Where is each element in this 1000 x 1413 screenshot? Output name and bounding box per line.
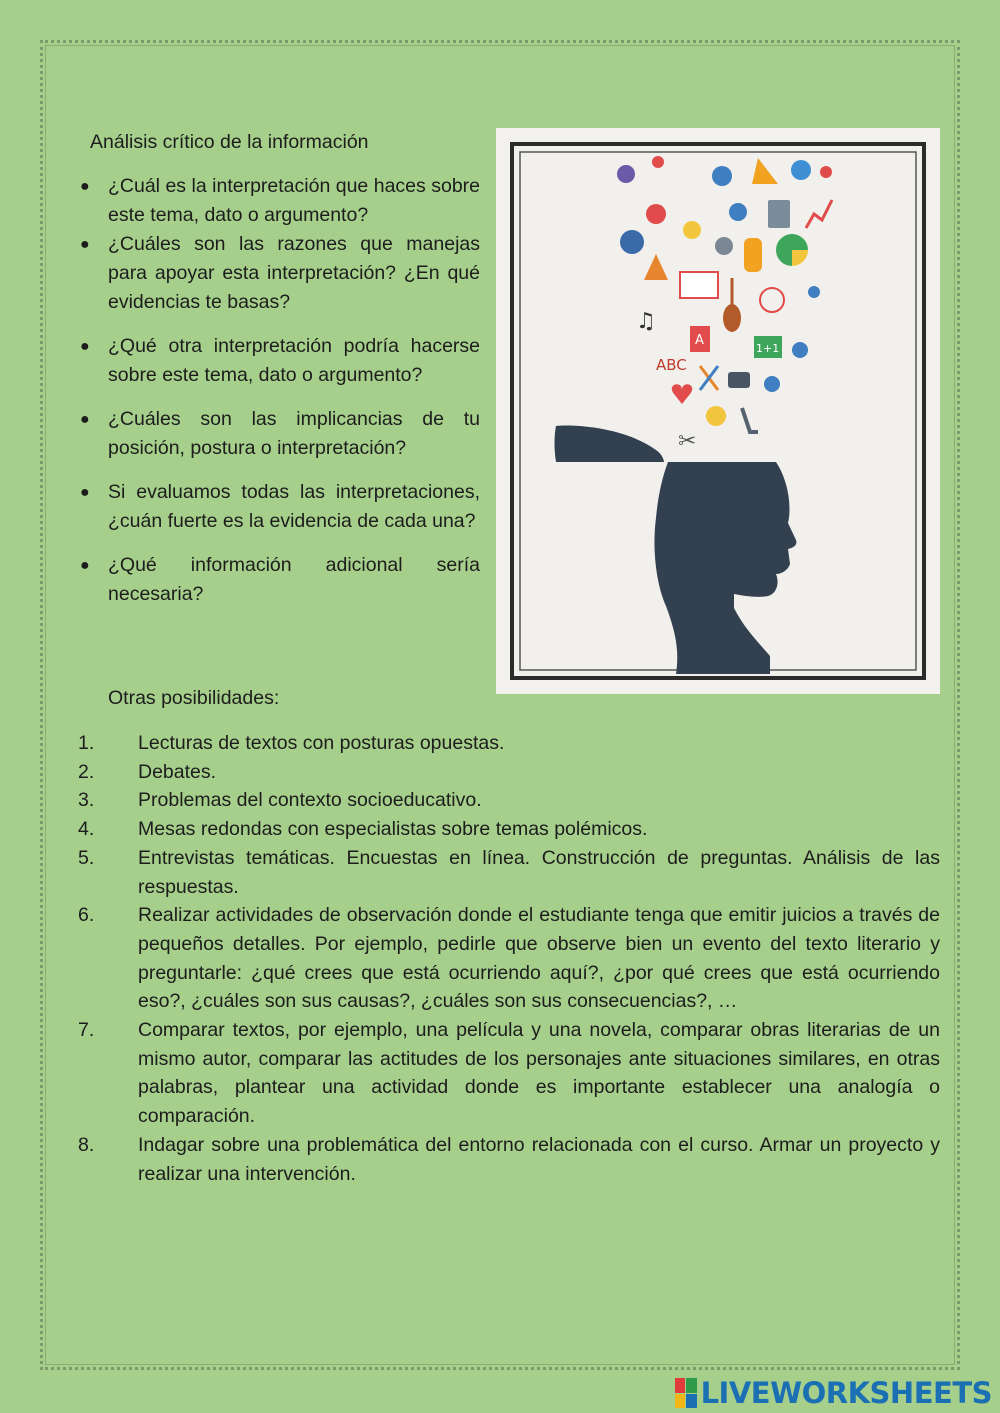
calculator-icon — [768, 200, 790, 228]
bubble-icon — [764, 376, 780, 392]
question-item: ● ¿Cuáles son las implicancias de tu posición, postura o interpretación? — [78, 405, 480, 463]
question-item: ● ¿Cuáles son las razones que manejas para apoyar esta interpretación? ¿En qué evidencias te basas? — [78, 230, 480, 317]
dot-icon-2 — [808, 286, 820, 298]
possibility-item: 6. Realizar actividades de observación donde el estudiante tenga que emitir juicios a través de pequeños detalles. Por ejemplo, pedirle que observe bien un evento del texto literario y preguntarle: ¿qué crees que está ocurriendo aquí?, ¿por qué crees que está ocurriendo eso?, ¿cuáles son sus causas?, ¿cuáles son sus consecuencias?, … — [78, 901, 940, 1016]
camera-icon — [728, 372, 750, 388]
possibility-item: 1. Lecturas de textos con posturas opuestas. — [78, 729, 940, 758]
flask-icon — [617, 165, 635, 183]
book-icon — [680, 272, 718, 298]
possibilities-list — [78, 729, 940, 1188]
possibility-item: 5. Entrevistas temáticas. Encuestas en línea. Construcción de preguntas. Análisis de las respuestas. — [78, 844, 940, 901]
item-number: 3. — [78, 789, 95, 812]
question-item: ● ¿Qué otra interpretación podría hacerse sobre este tema, dato o argumento? — [78, 332, 480, 390]
balloon-icon — [712, 166, 732, 186]
item-number: 1. — [78, 732, 95, 754]
thinking-head-illustration — [496, 128, 940, 694]
bullet-icon: ● — [80, 411, 90, 428]
logo-badge-icon — [675, 1378, 697, 1408]
lightbulb-icon — [683, 221, 701, 239]
item-number: 7. — [78, 1019, 95, 1042]
chat-icon — [791, 160, 811, 180]
dot-icon — [820, 166, 832, 178]
globe-icon — [620, 230, 644, 254]
letter-label: A — [695, 333, 704, 348]
bullet-icon: ● — [80, 236, 90, 253]
item-number: 5. — [78, 846, 95, 869]
apple-icon — [646, 204, 666, 224]
abc-label: ABC — [656, 356, 687, 374]
item-number: 2. — [78, 760, 95, 783]
liveworksheets-logo — [675, 1375, 992, 1411]
music-note-icon: ♫ — [636, 309, 656, 334]
other-possibilities-heading: Otras posibilidades: — [108, 687, 280, 709]
question-list — [78, 172, 480, 609]
item-number: 6. — [78, 904, 95, 927]
scissors-icon: ✂ — [678, 429, 697, 454]
bullet-icon: ● — [80, 338, 90, 355]
possibility-item: 7. Comparar textos, por ejemplo, una película y una novela, comparar obras literarias de un mismo autor, comparar las actitudes de los personajes ante situaciones similares, en otras palabras, plantear una actividad donde es importante establecer una analogía o comparación. — [78, 1016, 940, 1131]
molecule-icon — [652, 156, 664, 168]
guitar-icon — [723, 304, 741, 332]
palette-icon — [706, 406, 726, 426]
question-item: ● ¿Qué información adicional sería necesaria? — [78, 551, 480, 609]
question-item: ● Si evaluamos todas las interpretaciones, ¿cuán fuerte es la evidencia de cada una? — [78, 478, 480, 536]
illustration-svg — [496, 128, 940, 694]
possibility-item: 4. Mesas redondas con especialistas sobre temas polémicos. — [78, 815, 940, 844]
possibility-item: 2. Debates. — [78, 758, 940, 787]
section-heading: Análisis crítico de la información — [90, 131, 369, 153]
item-number: 8. — [78, 1133, 95, 1156]
possibility-item: 3. Problemas del contexto socioeducativo. — [78, 786, 940, 815]
beaker-icon — [744, 238, 762, 272]
item-number: 4. — [78, 818, 95, 841]
logo-text: LIVEWORKSHEETS — [700, 1376, 992, 1410]
math-label: 1+1 — [756, 342, 780, 355]
bullet-icon: ● — [80, 178, 90, 195]
atom-icon-2 — [792, 342, 808, 358]
question-item: ● ¿Cuál es la interpretación que haces sobre este tema, dato o argumento? — [78, 172, 480, 230]
gear-icon — [715, 237, 733, 255]
bullet-icon: ● — [80, 484, 90, 501]
bullet-icon: ● — [80, 557, 90, 574]
possibility-item: 8. Indagar sobre una problemática del entorno relacionada con el curso. Armar un proyecto y realizar una intervención. — [78, 1131, 940, 1188]
atom-icon — [729, 203, 747, 221]
